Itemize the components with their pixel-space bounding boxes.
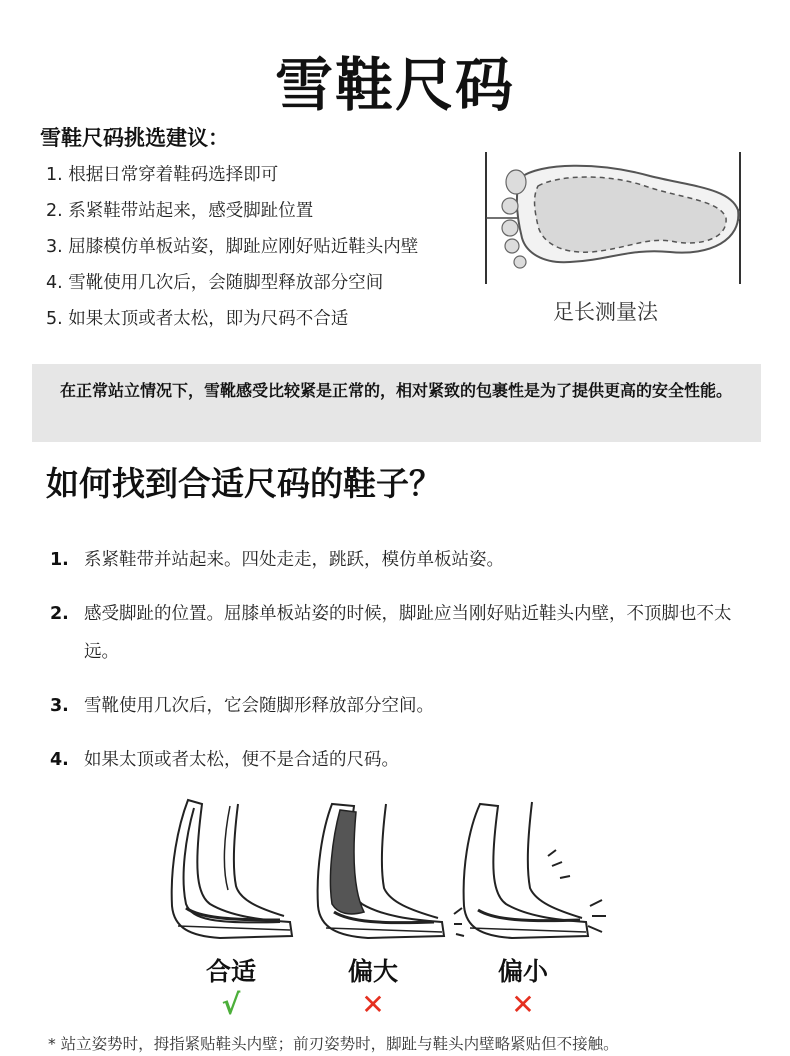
step-item (50, 687, 760, 725)
advice-item: 4. 雪靴使用几次后，会随脚型释放部分空间 (46, 273, 384, 293)
boot-fit-icon (160, 796, 300, 946)
check-icon: √ (221, 988, 241, 1021)
boot-large-icon (310, 796, 450, 946)
step-item (50, 595, 760, 671)
how-to-heading: 如何找到合适尺码的鞋子？ (46, 464, 442, 503)
advice-item: 2. 系紧鞋带站起来，感受脚趾位置 (46, 201, 314, 221)
page-title: 雪鞋尺码 (274, 51, 515, 119)
step-item (50, 741, 760, 779)
advice-item: 1. 根据日常穿着鞋码选择即可 (46, 165, 279, 185)
cross-icon: ✕ (361, 988, 385, 1021)
note-text: 在正常站立情况下，雪靴感受比较紧是正常的，相对紧致的包裹性是为了提供更高的安全性能。 (60, 381, 733, 400)
footnote: * 站立姿势时，拇指紧贴鞋头内壁；前刃姿势时，脚趾与鞋头内壁略紧贴但不接触。 (48, 1035, 619, 1053)
steps-list (50, 541, 760, 795)
step-number: 1. (50, 550, 69, 570)
step-text: 雪靴使用几次后，它会随脚形释放部分空间。 (84, 696, 434, 716)
step-text: 如果太顶或者太松，便不是合适的尺码。 (84, 750, 399, 770)
large-label: 偏大 (347, 957, 398, 986)
step-item (50, 541, 760, 579)
advice-item: 5. 如果太顶或者太松，即为尺码不合适 (46, 309, 349, 329)
step-text: 系紧鞋带并站起来。四处走走，跳跃，模仿单板站姿。 (84, 550, 504, 570)
cross-icon: ✕ (511, 988, 535, 1021)
boot-small-icon (452, 796, 612, 946)
note-box (32, 364, 761, 442)
advice-list (46, 160, 418, 340)
small-label: 偏小 (497, 957, 548, 986)
step-text: 感受脚趾的位置。屈膝单板站姿的时候，脚趾应当刚好贴近鞋头内壁，不顶脚也不太远。 (84, 604, 732, 662)
foot-measure-caption: 足长测量法 (553, 300, 658, 324)
advice-heading: 雪鞋尺码挑选建议： (40, 126, 229, 150)
fit-label: 合适 (205, 957, 256, 986)
step-number: 4. (50, 750, 69, 770)
foot-outline-icon (480, 148, 750, 288)
step-number: 3. (50, 696, 69, 716)
advice-item: 3. 屈膝模仿单板站姿，脚趾应刚好贴近鞋头内壁 (46, 237, 419, 257)
step-number: 2. (50, 604, 69, 624)
